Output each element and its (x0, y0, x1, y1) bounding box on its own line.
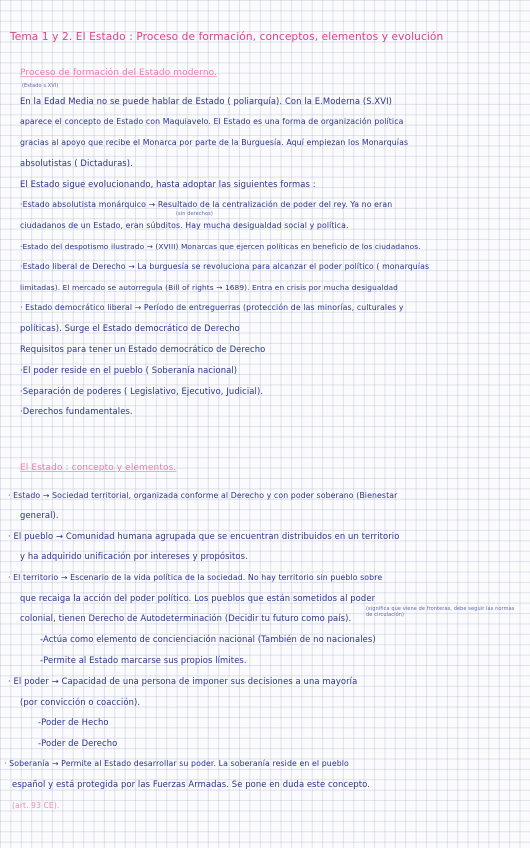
text-line: ·El poder reside en el pueblo ( Soberanía nacional) (20, 365, 238, 375)
text-line: El Estado sigue evolucionando, hasta adoptar las siguientes formas : (20, 179, 316, 189)
text-line: ·Estado absolutista monárquico → Resultado de la centralización de poder del rey. Ya no eran (20, 200, 393, 209)
text-line: que recaiga la acción del poder político. Los pueblos que están sometidos al poder (20, 593, 376, 603)
text-line: · Estado → Sociedad territorial, organizada conforme al Derecho y con poder soberano (Bienestar (8, 491, 398, 500)
text-line: aparece el concepto de Estado con Maquiavelo. El Estado es una forma de organización política (20, 117, 404, 126)
text-line: limitadas). El mercado se autorregula (Bill of rights → 1689). Entra en crisis por mucha desigualdad (20, 283, 398, 292)
text-line: absolutistas ( Dictaduras). (20, 158, 133, 168)
margin-note: (significa que viene de fronteras, debe seguir las normas de circulación) (366, 606, 515, 618)
text-line: ciudadanos de un Estado, eran súbditos. Hay mucha desigualdad social y política. (20, 221, 349, 230)
text-line: -Poder de Hecho (38, 717, 109, 727)
text-line: · El territorio → Escenario de la vida política de la sociedad. No hay territorio sin pueblo sobre (8, 573, 383, 582)
margin-note: (sin derechos) (176, 211, 213, 217)
text-line: ·Separación de poderes ( Legislativo, Ejecutivo, Judicial). (20, 386, 264, 396)
text-line: En la Edad Media no se puede hablar de Estado ( poliarquía). Con la E.Moderna (S.XVI) (20, 96, 393, 106)
text-line: ·Estado liberal de Derecho → La burguesía se revoluciona para alcanzar el poder político ( monarquías (20, 262, 430, 271)
page-title: Tema 1 y 2. El Estado : Proceso de formación, conceptos, elementos y evolución (10, 31, 444, 43)
text-line: español y está protegida por las Fuerzas Armadas. Se pone en duda este concepto. (12, 779, 370, 789)
text-line: colonial, tienen Derecho de Autodeterminación (Decidir tu futuro como país). (20, 613, 352, 623)
text-line: -Actúa como elemento de concienciación nacional (También de no nacionales) (40, 634, 376, 644)
article-reference: (art. 93 CE). (12, 801, 60, 810)
text-line: ·Estado del despotismo ilustrado → (XVIII) Monarcas que ejercen políticas en beneficio de los ciudadanos. (20, 242, 421, 251)
text-line: · Estado democrático liberal → Período de entreguerras (protección de las minorías, culturales y (20, 303, 404, 312)
text-line: · El pueblo → Comunidad humana agrupada que se encuentran distribuidos en un territorio (8, 531, 400, 541)
text-line: (por convicción o coacción). (20, 697, 141, 707)
text-line: y ha adquirido unificación por intereses y propósitos. (20, 551, 248, 561)
text-line: políticas). Surge el Estado democrático de Derecho (20, 323, 240, 333)
section-heading-concept: El Estado : concepto y elementos. (20, 463, 177, 473)
text-line: -Poder de Derecho (38, 738, 118, 748)
margin-note: (Estado s.XVI) (22, 83, 59, 89)
text-line: -Permite al Estado marcarse sus propios límites. (40, 655, 247, 665)
text-line: gracias al apoyo que recibe el Monarca por parte de la Burguesía. Aquí empiezan los Monarquías (20, 138, 409, 147)
text-line: ·Derechos fundamentales. (20, 406, 133, 416)
section-heading-formation: Proceso de formación del Estado moderno. (20, 68, 218, 78)
text-line: · El poder → Capacidad de una persona de imponer sus decisiones a una mayoría (8, 676, 358, 686)
text-line: Requisitos para tener un Estado democrático de Derecho (20, 344, 266, 354)
text-line: · Soberanía → Permite al Estado desarrollar su poder. La soberanía reside en el pueblo (4, 759, 349, 768)
text-line: general). (20, 510, 59, 520)
